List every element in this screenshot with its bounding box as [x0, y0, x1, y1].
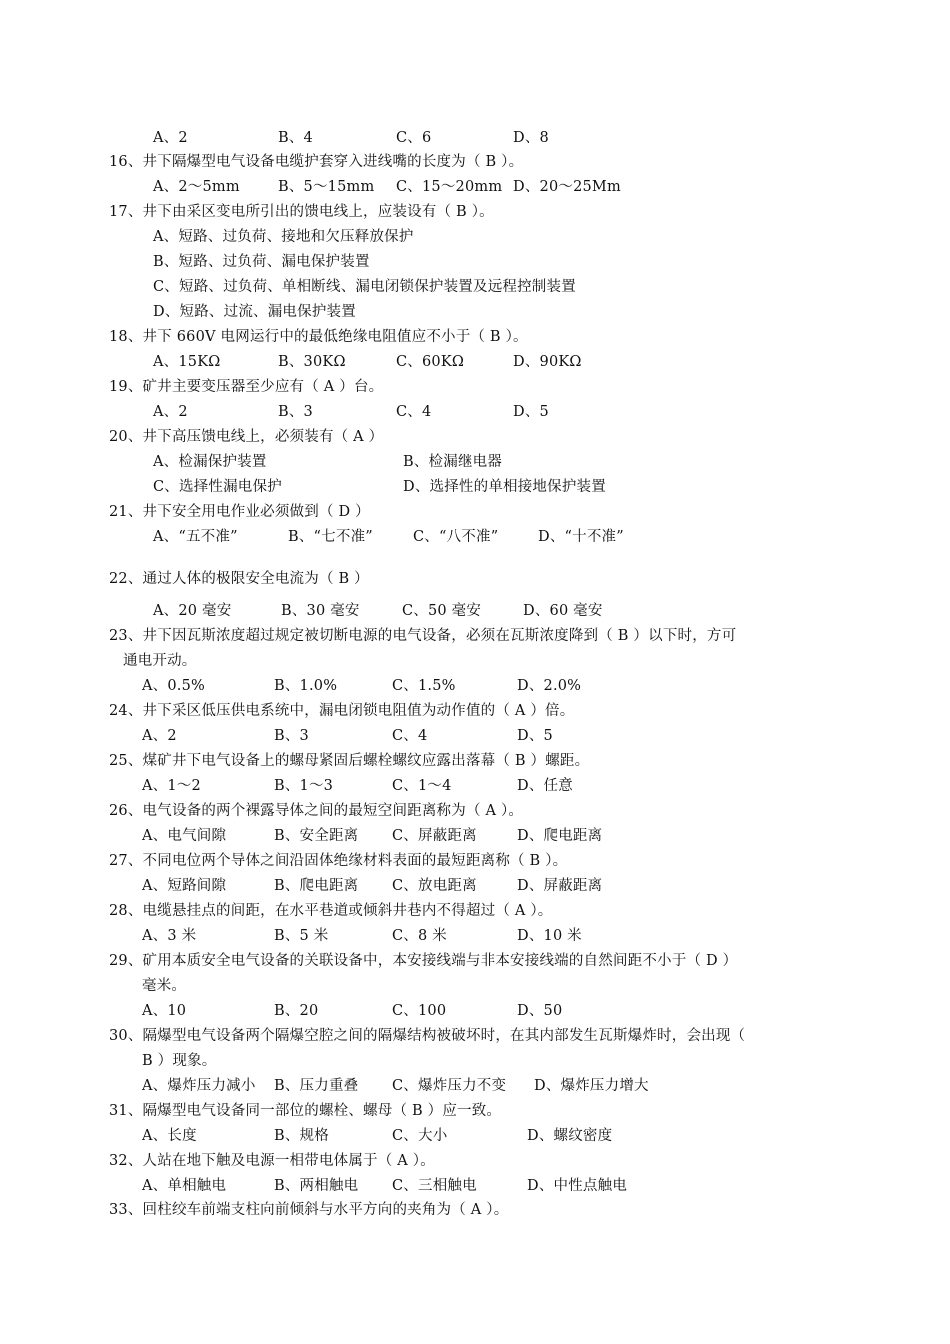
answer-option: D、60 毫安: [523, 603, 603, 619]
answer-option: D、5: [517, 728, 553, 744]
text-line: A、短路、过负荷、接地和欠压释放保护: [153, 229, 414, 245]
answer-option: C、4: [392, 728, 428, 744]
answer-option: D、爬电距离: [517, 828, 603, 844]
option-row: [153, 601, 853, 621]
option-row: [142, 1176, 842, 1196]
answer-option: A、2: [153, 130, 188, 146]
option-row: [153, 477, 853, 497]
question-text: 27、不同电位两个导体之间沿固体绝缘材料表面的最短距离称（ B ）。: [109, 853, 568, 869]
option-row: [142, 726, 842, 746]
question-text: 24、井下采区低压供电系统中，漏电闭锁电阻值为动作值的（ A ）倍。: [109, 703, 575, 719]
question-text: 16、井下隔爆型电气设备电缆护套穿入进线嘴的长度为（ B ）。: [109, 154, 524, 170]
question-text: 33、回柱绞车前端支柱向前倾斜与水平方向的夹角为（ A ）。: [109, 1202, 509, 1218]
answer-option: A、爆炸压力减小: [142, 1078, 256, 1094]
answer-option: A、电气间隙: [142, 828, 227, 844]
answer-option: A、1～2: [142, 778, 201, 794]
option-row: [153, 128, 853, 148]
option-row: [142, 1001, 842, 1021]
answer-option: C、50 毫安: [402, 603, 482, 619]
question-text: 21、井下安全用电作业必须做到（ D ）: [109, 504, 370, 520]
question-text: 19、矿井主要变压器至少应有（ A ）台。: [109, 379, 384, 395]
answer-option: B、检漏继电器: [403, 454, 503, 470]
answer-option: C、60KΩ: [396, 354, 465, 370]
option-row: [153, 402, 853, 422]
answer-option: C、8 米: [392, 928, 447, 944]
answer-option: D、5: [513, 404, 549, 420]
question-text: 20、井下高压馈电线上，必须装有（ A ）: [109, 429, 384, 445]
option-row: [153, 452, 853, 472]
option-row: [142, 926, 842, 946]
option-row: [142, 676, 842, 696]
question-text: 28、电缆悬挂点的间距，在水平巷道或倾斜井巷内不得超过（ A ）。: [109, 903, 553, 919]
answer-option: C、爆炸压力不变: [392, 1078, 507, 1094]
text-line: C、短路、过负荷、单相断线、漏电闭锁保护装置及远程控制装置: [153, 279, 576, 295]
answer-option: B、规格: [274, 1128, 329, 1144]
answer-option: B、3: [274, 728, 309, 744]
answer-option: B、5～15mm: [278, 179, 375, 195]
answer-option: D、90KΩ: [513, 354, 582, 370]
option-row: [142, 1076, 842, 1096]
answer-option: B、压力重叠: [274, 1078, 359, 1094]
text-line: B ）现象。: [142, 1053, 217, 1069]
text-line: 通电开动。: [123, 653, 197, 669]
answer-option: D、8: [513, 130, 549, 146]
answer-option: C、100: [392, 1003, 447, 1019]
question-text: 22、通过人体的极限安全电流为（ B ）: [109, 571, 369, 587]
answer-option: A、短路间隙: [142, 878, 227, 894]
option-row: [142, 826, 842, 846]
answer-option: A、检漏保护装置: [153, 454, 267, 470]
answer-option: B、4: [278, 130, 313, 146]
question-text: 32、人站在地下触及电源一相带电体属于（ A ）。: [109, 1153, 435, 1169]
answer-option: D、中性点触电: [527, 1178, 628, 1194]
option-row: [153, 352, 853, 372]
answer-option: C、三相触电: [392, 1178, 477, 1194]
option-row: [142, 776, 842, 796]
question-text: 31、隔爆型电气设备同一部位的螺栓、螺母（ B ）应一致。: [109, 1103, 502, 1119]
question-text: 17、井下由采区变电所引出的馈电线上，应装设有（ B ）。: [109, 204, 494, 220]
question-text: 23、井下因瓦斯浓度超过规定被切断电源的电气设备，必须在瓦斯浓度降到（ B ）以下时，方可: [109, 628, 737, 644]
answer-option: C、屏蔽距离: [392, 828, 477, 844]
answer-option: C、6: [396, 130, 432, 146]
answer-option: C、放电距离: [392, 878, 477, 894]
option-row: [153, 527, 853, 547]
answer-option: A、“五不准”: [153, 529, 238, 545]
answer-option: B、1.0%: [274, 678, 338, 694]
text-line: D、短路、过流、漏电保护装置: [153, 304, 356, 320]
question-text: 18、井下 660V 电网运行中的最低绝缘电阻值应不小于（ B ）。: [109, 329, 528, 345]
answer-option: D、螺纹密度: [527, 1128, 613, 1144]
answer-option: D、2.0%: [517, 678, 582, 694]
answer-option: B、30KΩ: [278, 354, 346, 370]
answer-option: C、4: [396, 404, 432, 420]
answer-option: B、20: [274, 1003, 319, 1019]
answer-option: A、2～5mm: [153, 179, 240, 195]
answer-option: D、屏蔽距离: [517, 878, 603, 894]
answer-option: C、1.5%: [392, 678, 456, 694]
answer-option: B、5 米: [274, 928, 329, 944]
answer-option: B、安全距离: [274, 828, 359, 844]
answer-option: D、“十不准”: [538, 529, 624, 545]
answer-option: B、“七不准”: [288, 529, 373, 545]
answer-option: C、大小: [392, 1128, 448, 1144]
answer-option: B、1～3: [274, 778, 334, 794]
answer-option: C、15～20mm: [396, 179, 503, 195]
question-text: 25、煤矿井下电气设备上的螺母紧固后螺栓螺纹应露出落幕（ B ）螺距。: [109, 753, 590, 769]
answer-option: B、两相触电: [274, 1178, 359, 1194]
answer-option: D、爆炸压力增大: [534, 1078, 649, 1094]
answer-option: A、15KΩ: [153, 354, 221, 370]
answer-option: B、爬电距离: [274, 878, 359, 894]
option-row: [153, 177, 853, 197]
answer-option: B、30 毫安: [281, 603, 360, 619]
option-row: [142, 876, 842, 896]
answer-option: A、单相触电: [142, 1178, 227, 1194]
answer-option: C、1～4: [392, 778, 452, 794]
answer-option: C、选择性漏电保护: [153, 479, 282, 495]
answer-option: B、3: [278, 404, 313, 420]
answer-option: A、3 米: [142, 928, 197, 944]
answer-option: D、20～25Mm: [513, 179, 621, 195]
answer-option: A、10: [142, 1003, 187, 1019]
question-text: 26、电气设备的两个裸露导体之间的最短空间距离称为（ A ）。: [109, 803, 524, 819]
text-line: B、短路、过负荷、漏电保护装置: [153, 254, 370, 270]
answer-option: A、2: [153, 404, 188, 420]
answer-option: A、20 毫安: [153, 603, 232, 619]
question-text: 30、隔爆型电气设备两个隔爆空腔之间的隔爆结构被破坏时，在其内部发生瓦斯爆炸时，会出现（: [109, 1028, 746, 1044]
answer-option: A、2: [142, 728, 177, 744]
answer-option: D、选择性的单相接地保护装置: [403, 479, 606, 495]
answer-option: D、10 米: [517, 928, 582, 944]
answer-option: A、0.5%: [142, 678, 206, 694]
answer-option: C、“八不准”: [413, 529, 499, 545]
question-text: 29、矿用本质安全电气设备的关联设备中，本安接线端与非本安接线端的自然间距不小于（ D ）: [109, 953, 738, 969]
answer-option: A、长度: [142, 1128, 197, 1144]
answer-option: D、50: [517, 1003, 563, 1019]
text-line: 毫米。: [142, 978, 187, 994]
answer-option: D、任意: [517, 778, 573, 794]
option-row: [142, 1126, 842, 1146]
